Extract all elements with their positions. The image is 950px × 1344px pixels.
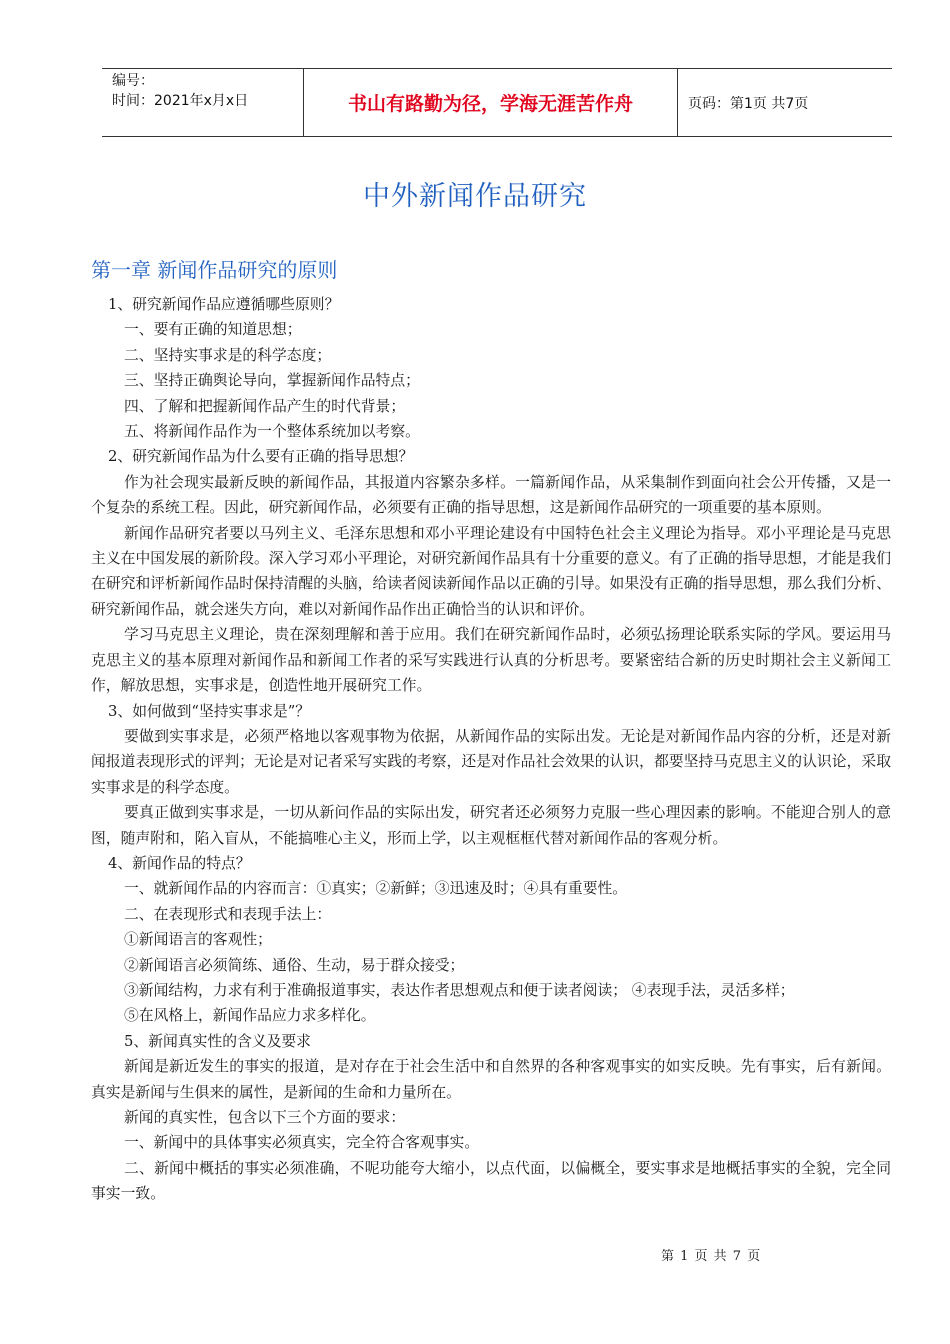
list-item: 一、就新闻作品的内容而言：①真实；②新鲜；③迅速及时；④具有重要性。 [124, 880, 628, 898]
list-item: 二、在表现形式和表现手法上： [124, 905, 332, 923]
list-item: 四、了解和把握新闻作品产生的时代背景； [124, 397, 406, 415]
header-page-info: 页码：第1页 共7页 [688, 95, 809, 112]
header-motto: 书山有路勤为径，学海无涯苦作舟 [304, 69, 678, 136]
body-paragraph: 要真正做到实事求是，一切从新问作品的实际出发，研究者还必须努力克服一些心理因素的影响。不能迎合别人的意图，随声附和，陷入盲从，不能搞唯心主义，形而上学，以主观框框代替对新闻作品的客观分析。 [91, 804, 891, 847]
document-body [91, 292, 891, 1207]
number-label: 编号： [112, 73, 154, 89]
list-item: 五、将新闻作品作为一个整体系统加以考察。 [124, 423, 420, 441]
list-item: 5、新闻真实性的含义及要求 [124, 1032, 311, 1050]
document-title: 中外新闻作品研究 [363, 181, 587, 212]
list-item: 二、坚持实事求是的科学态度； [124, 346, 332, 364]
body-paragraph: 学习马克思主义理论，贵在深刻理解和善于应用。我们在研究新闻作品时，必须弘扬理论联系实际的学风。要运用马克思主义的基本原理对新闻作品和新闻工作者的采写实践进行认真的分析思考。要紧密结合新的历史时期社会主义新闻工作，解放思想，实事求是，创造性地开展研究工作。 [91, 626, 891, 695]
question-heading: 4、新闻作品的特点？ [108, 854, 251, 872]
page-footer: 第 1 页 共 7 页 [661, 1249, 762, 1264]
list-item: 一、新闻中的具体事实必须真实，完全符合客观事实。 [124, 1134, 480, 1152]
list-item: 三、坚持正确舆论导向，掌握新闻作品特点； [124, 372, 420, 390]
body-paragraph: 新闻是新近发生的事实的报道，是对存在于社会生活中和自然界的各种客观事实的如实反映。先有事实，后有新闻。真实是新闻与生俱来的属性，是新闻的生命和力量所在。 [91, 1058, 891, 1101]
list-item: 一、要有正确的知道思想； [124, 321, 302, 339]
list-item: ③新闻结构，力求有利于准确报道事实，表达作者思想观点和便于读者阅读； ④表现手法，灵活多样； [124, 981, 795, 999]
body-paragraph: 新闻作品研究者要以马列主义、毛泽东思想和邓小平理论建设有中国特色社会主义理论为指导。邓小平理论是马克思主义在中国发展的新阶段。深入学习邓小平理论，对研究新闻作品具有十分重要的意义。有了正确的指导思想，才能是我们在研究和评析新闻作品时保持清醒的头脑，给读者阅读新闻作品以正确的引导。如果没有正确的指导思想，那么我们分析、研究新闻作品，就会迷失方向，难以对新闻作品作出正确恰当的认识和评价。 [91, 524, 891, 618]
chapter-heading: 第一章 新闻作品研究的原则 [91, 258, 338, 282]
question-heading: 1、研究新闻作品应遵循哪些原则？ [108, 296, 340, 313]
body-paragraph: 二、新闻中概括的事实必须准确，不呢功能夸大缩小，以点代面，以偏概全，要实事求是地概括事实的全貌，完全同事实一致。 [91, 1159, 891, 1203]
header-info-cell [102, 69, 304, 136]
time-label: 时间：2021年x月x日 [112, 93, 249, 109]
question-heading: 3、如何做到“坚持实事求是”？ [108, 702, 311, 720]
document-header [102, 68, 892, 137]
list-item: ②新闻语言必须简练、通俗、生动，易于群众接受； [124, 956, 465, 974]
list-item: ⑤在风格上，新闻作品应力求多样化。 [124, 1007, 376, 1025]
list-item: ①新闻语言的客观性； [124, 931, 272, 949]
list-item: 新闻的真实性，包含以下三个方面的要求： [124, 1109, 406, 1126]
body-paragraph: 作为社会现实最新反映的新闻作品，其报道内容繁杂多样。一篇新闻作品，从采集制作到面向社会公开传播，又是一个复杂的系统工程。因此，研究新闻作品，必须要有正确的指导思想，这是新闻作品研究的一项重要的基本原则。 [91, 473, 891, 517]
question-heading: 2、研究新闻作品为什么要有正确的指导思想？ [108, 448, 414, 466]
body-paragraph: 要做到实事求是，必须严格地以客观事物为依据，从新闻作品的实际出发。无论是对新闻作品内容的分析，还是对新闻报道表现形式的评判；无论是对记者采写实践的考察，还是对作品社会效果的认识，都要坚持马克思主义的认识论，采取实事求是的科学态度。 [91, 727, 891, 796]
